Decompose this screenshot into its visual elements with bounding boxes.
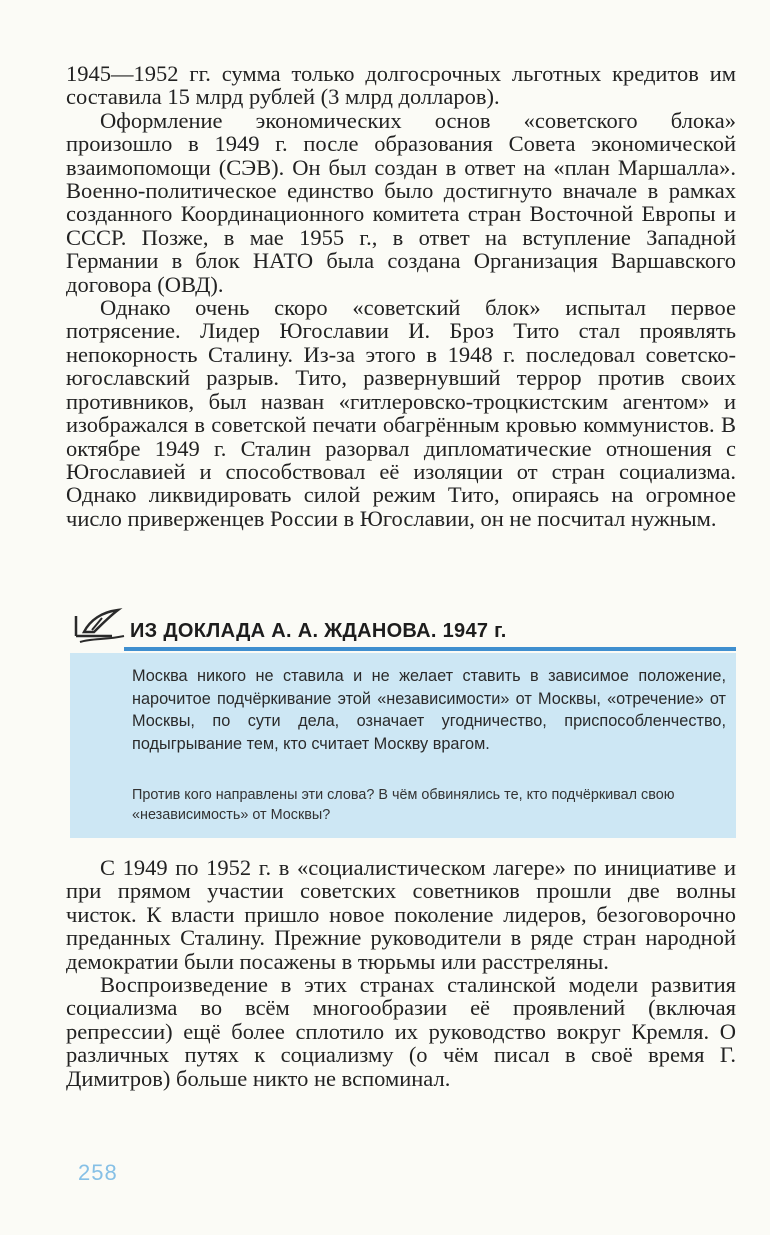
body-text-bottom [66,856,736,1090]
quill-pen-icon [72,606,128,646]
paragraph: Воспроизведение в этих странах сталинской модели развития социализма во всём многообразии её проявлений (включая репрессии) ещё более сплотило их руководство вокруг Кремля. О различных путях к социализму (о чём писал в своё время Г. Димитров) больше никто не вспоминал. [66,972,736,1091]
body-text-top [66,62,736,530]
source-document-box [70,606,736,838]
source-title: ИЗ ДОКЛАДА А. А. ЖДАНОВА. 1947 г. [130,620,507,642]
paragraph: Оформление экономических основ «советского блока» произошло в 1949 г. после образования Совета экономической взаимопомощи (СЭВ). Он был создан в ответ на «план Маршалла». Военно-политическое единство было достигнуто вначале в рамках созданного Координационного комитета стран Восточной Европы и СССР. Позже, в мае 1955 г., в ответ на вступление Западной Германии в блок НАТО была создана Организация Варшавского договора (ОВД). [66,107,736,297]
paragraph: 1945—1952 гг. сумма только долгосрочных льготных кредитов им составила 15 млрд рублей (3 млрд долларов). [66,61,736,110]
header-rule [124,647,736,651]
page-number: 258 [78,1160,118,1185]
paragraph: Однако очень скоро «советский блок» испытал первое потрясение. Лидер Югославии И. Броз Тито стал проявлять непокорность Сталину. Из-за этого в 1948 г. последовал советско-югославский разрыв. Тито, развернувший террор против своих противников, был назван «гитлеровско-троцкистским агентом» и изображался в советской печати обагрённым кровью коммунистов. В октябре 1949 г. Сталин разорвал дипломатические отношения с Югославией и способствовал её изоляции от стран социализма. Однако ликвидировать силой режим Тито, опираясь на огромное число приверженцев России в Югославии, он не посчитал нужным. [66,295,736,531]
source-quote: Москва никого не ставила и не желает ставить в зависимое положение, нарочитое подчёркивание этой «независимости» от Москвы, «отречение» от Москвы, по сути дела, означает угодничество, приспособленчество, подыгрывание тем, кто считает Москву врагом. [132,667,726,753]
source-header [70,606,736,650]
source-question: Против кого направлены эти слова? В чём обвинялись те, кто подчёркивал свою «независимость» от Москвы? [132,787,675,823]
paragraph: С 1949 по 1952 г. в «социалистическом лагере» по инициативе и при прямом участии советских советников прошли две волны чисток. К власти пришло новое поколение лидеров, безоговорочно преданных Сталину. Прежние руководители в ряде стран народной демократии были посажены в тюрьмы или расстреляны. [66,855,736,974]
source-body [70,653,736,838]
